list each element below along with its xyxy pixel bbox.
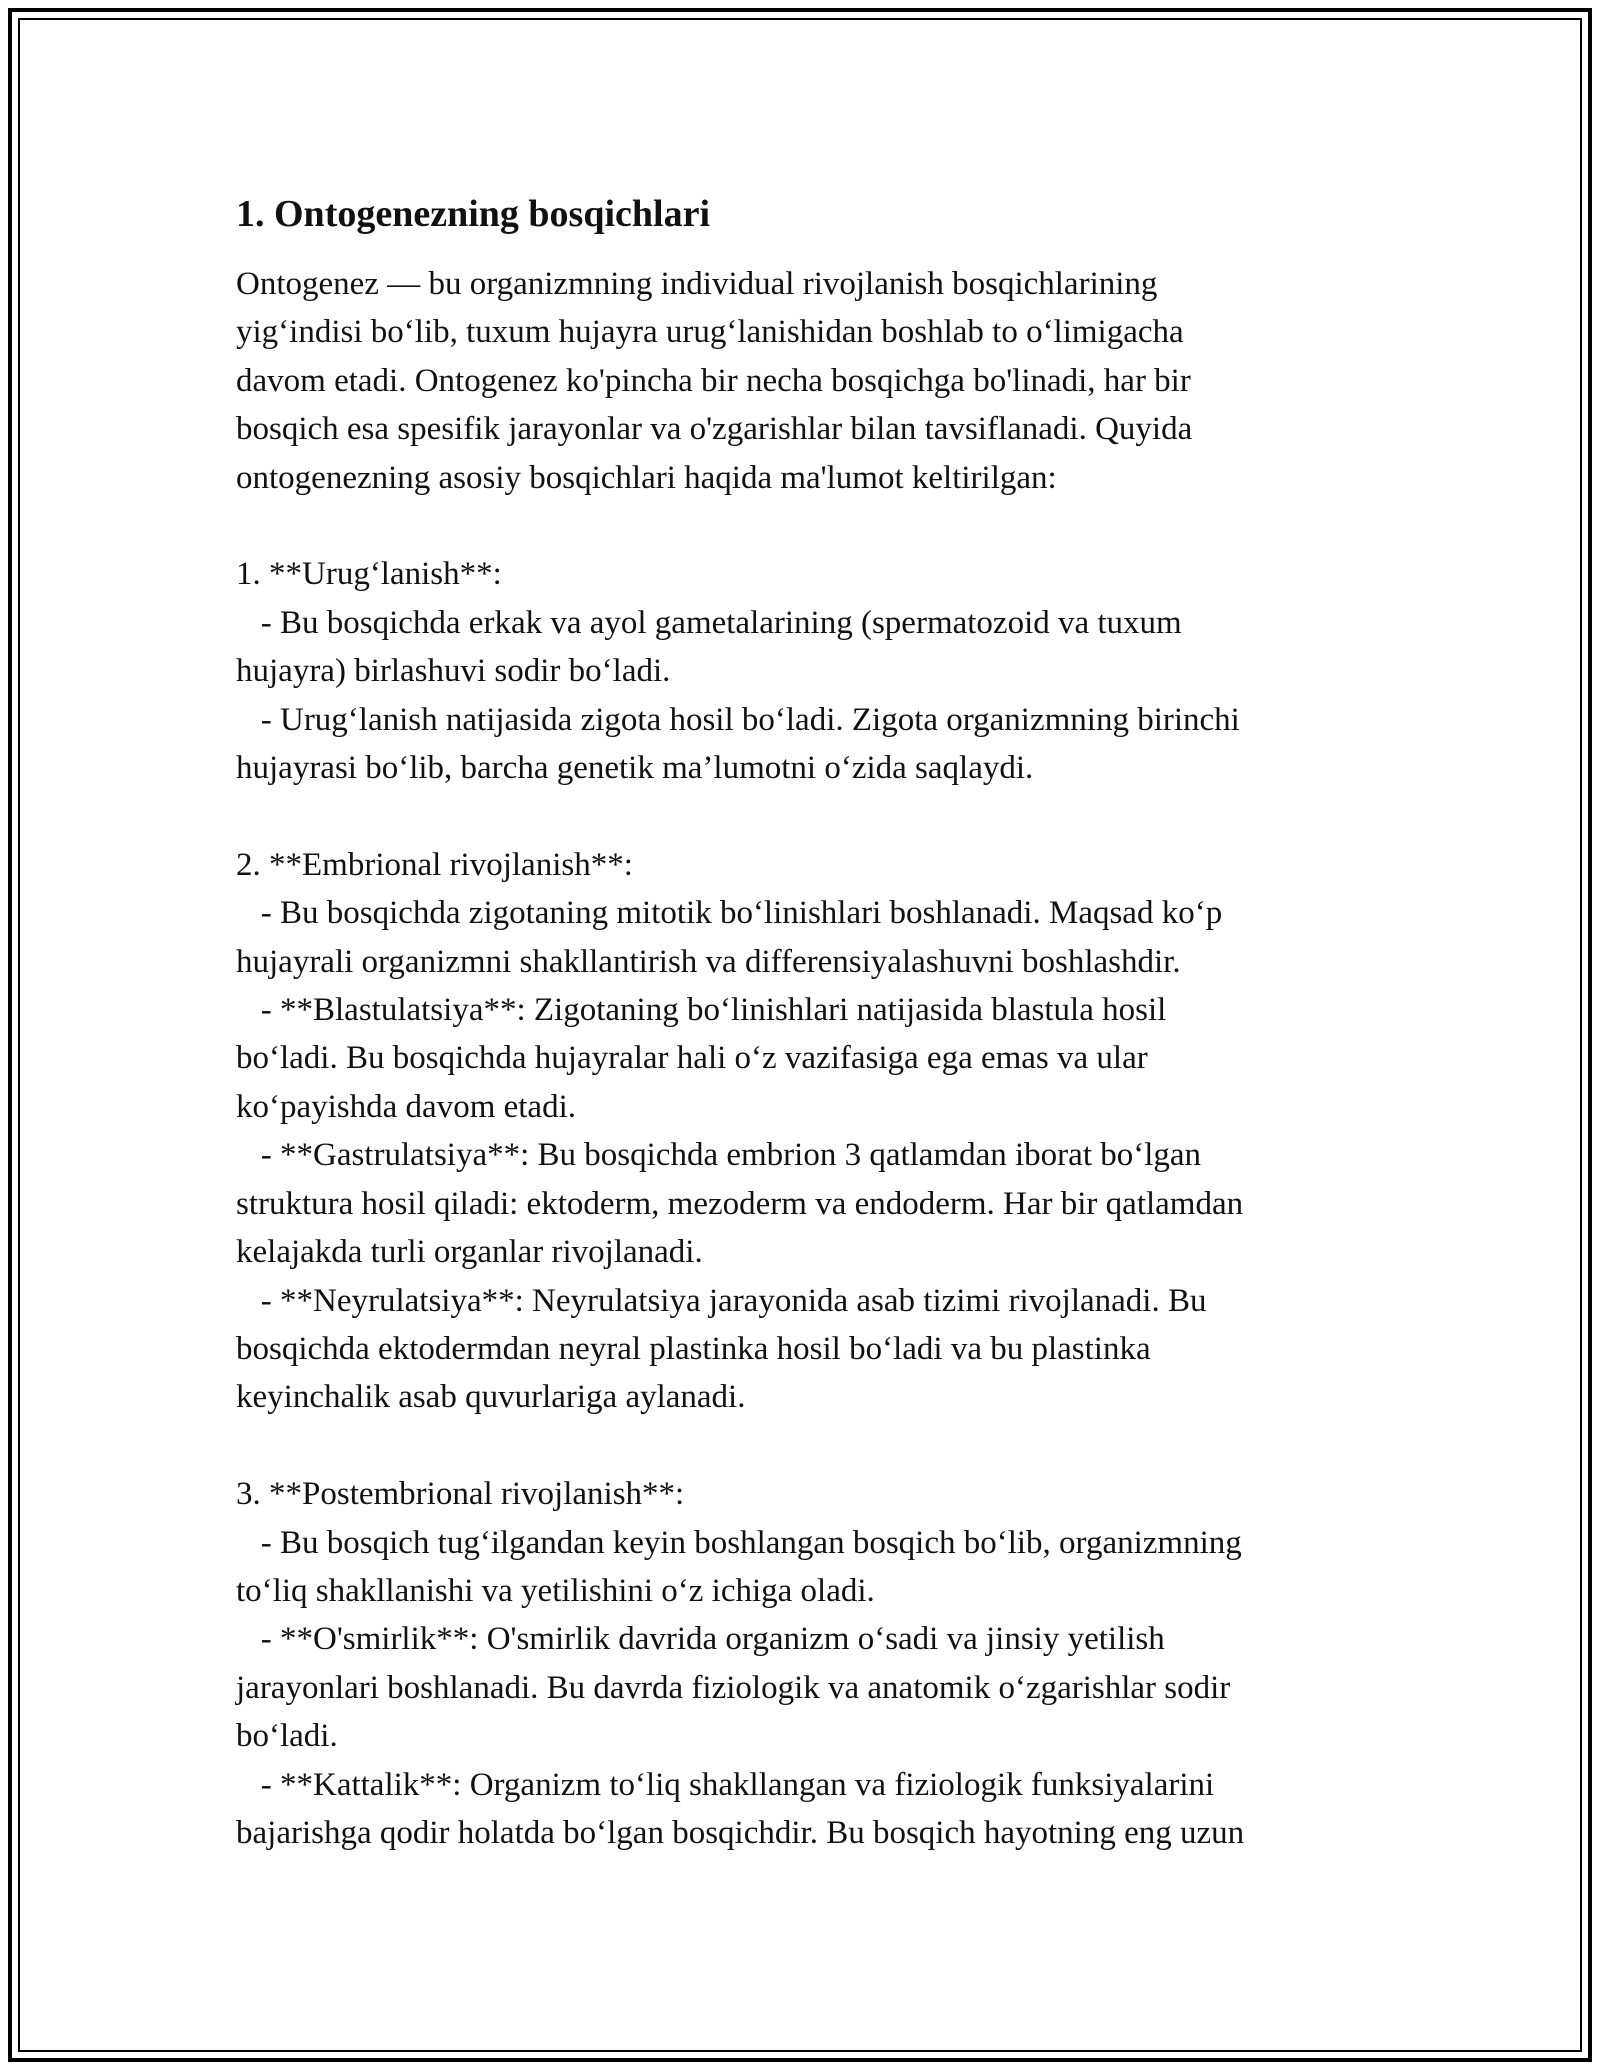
text-line (236, 792, 1376, 840)
text-line (236, 1422, 1376, 1470)
text-line: jarayonlari boshlanadi. Bu davrda fiziologik va anatomik o‘zgarishlar sodir (236, 1669, 1231, 1706)
text-line: bosqichda ektodermdan neyral plastinka hosil bo‘ladi va bu plastinka (236, 1330, 1151, 1367)
text-line: ontogenezning asosiy bosqichlari haqida ma'lumot keltirilgan: (236, 459, 1057, 496)
text-line: kelajakda turli organlar rivojlanadi. (236, 1234, 703, 1271)
text-line: hujayrasi bo‘lib, barcha genetik ma’lumotni o‘zida saqlaydi. (236, 750, 1034, 787)
text-line: ko‘payishda davom etadi. (236, 1088, 576, 1125)
text-line: to‘liq shakllanishi va yetilishini o‘z ichiga oladi. (236, 1572, 875, 1609)
text-line: bajarishga qodir holatda bo‘lgan bosqichdir. Bu bosqich hayotning eng uzun (236, 1814, 1245, 1851)
text-line: - **Blastulatsiya**: Zigotaning bo‘linishlari natijasida blastula hosil (236, 992, 1167, 1029)
text-line: 1. **Urug‘lanish**: (236, 556, 502, 593)
text-line: Ontogenez — bu organizmning individual rivojlanish bosqichlarining (236, 266, 1158, 302)
text-line: - **Neyrulatsiya**: Neyrulatsiya jarayonida asab tizimi rivojlanadi. Bu (236, 1282, 1207, 1319)
text-line: - **Gastrulatsiya**: Bu bosqichda embrion 3 qatlamdan iborat bo‘lgan (236, 1137, 1202, 1174)
text-line: struktura hosil qiladi: ektoderm, mezoderm va endoderm. Har bir qatlamdan (236, 1185, 1244, 1222)
text-line: - **O'smirlik**: O'smirlik davrida organizm o‘sadi va jinsiy yetilish (236, 1621, 1165, 1658)
text-line: - **Kattalik**: Organizm to‘liq shakllangan va fiziologik funksiyalarini (236, 1766, 1215, 1803)
document-body (236, 188, 1376, 1857)
text-line (236, 502, 1376, 550)
text-line: bosqich esa spesifik jarayonlar va o'zgarishlar bilan tavsiflanadi. Quyida (236, 411, 1193, 448)
text-line: yig‘indisi bo‘lib, tuxum hujayra urug‘lanishidan boshlab to o‘limigacha (236, 314, 1184, 351)
text-line: bo‘ladi. (236, 1718, 338, 1755)
text-line: keyinchalik asab quvurlariga aylanadi. (236, 1379, 746, 1416)
text-line: - Bu bosqich tug‘ilgandan keyin boshlangan bosqich bo‘lib, organizmning (236, 1524, 1242, 1561)
text-line: hujayrali organizmni shakllantirish va differensiyalashuvni boshlashdir. (236, 943, 1181, 980)
document-text (236, 260, 1376, 1857)
text-line: 2. **Embrional rivojlanish**: (236, 846, 633, 883)
text-line: davom etadi. Ontogenez ko'pincha bir necha bosqichga bo'linadi, har bir (236, 362, 1191, 399)
text-line: - Urug‘lanish natijasida zigota hosil bo‘ladi. Zigota organizmning birinchi (236, 701, 1240, 738)
text-line: - Bu bosqichda erkak va ayol gametalarining (spermatozoid va tuxum (236, 604, 1182, 641)
text-line: bo‘ladi. Bu bosqichda hujayralar hali o‘z vazifasiga ega emas va ular (236, 1040, 1148, 1077)
document-title: 1. Ontogenezning bosqichlari (236, 193, 710, 235)
text-line: - Bu bosqichda zigotaning mitotik bo‘linishlari boshlanadi. Maqsad ko‘p (236, 895, 1223, 932)
text-line: hujayra) birlashuvi sodir bo‘ladi. (236, 653, 671, 690)
text-line: 3. **Postembrional rivojlanish**: (236, 1476, 685, 1513)
